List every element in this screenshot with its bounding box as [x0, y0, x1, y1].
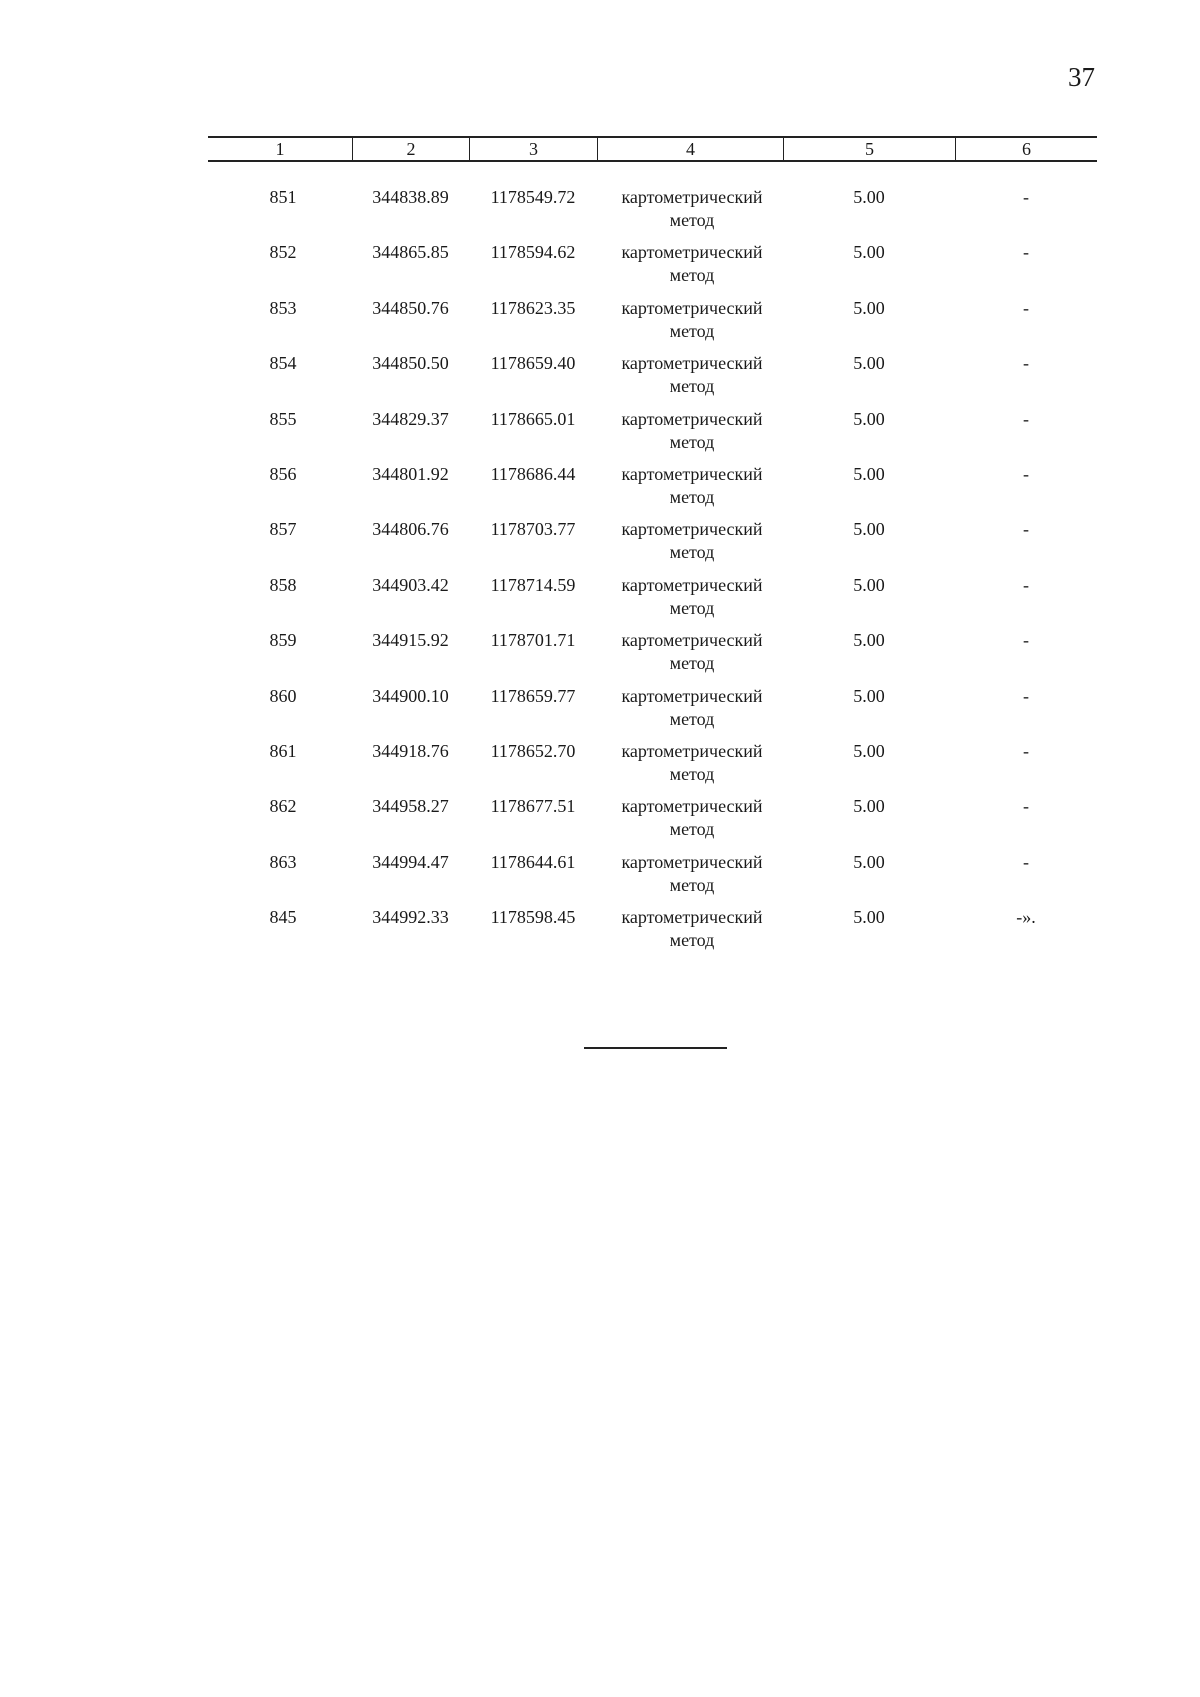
- coordinate-x: 344992.33: [372, 907, 449, 928]
- coordinate-x: 344903.42: [372, 574, 449, 595]
- table-row: [208, 352, 1097, 407]
- note-cell: -: [1023, 297, 1029, 318]
- method-text-line-2: метод: [669, 819, 715, 840]
- note-cell: -: [1023, 685, 1029, 706]
- coordinate-x: 344850.76: [372, 297, 449, 318]
- table-body: [208, 186, 1097, 961]
- method-text-line-1: картометрический: [621, 630, 763, 651]
- note-cell: -».: [1016, 907, 1036, 928]
- table-row: [208, 851, 1097, 906]
- point-number: 845: [269, 907, 297, 928]
- method-text-line-2: метод: [669, 763, 715, 784]
- table-row: [208, 629, 1097, 684]
- method-text-line-1: картометрический: [621, 242, 763, 263]
- point-number: 856: [269, 463, 297, 484]
- coordinate-y: 1178703.77: [490, 519, 576, 540]
- method-text-line-2: метод: [669, 320, 715, 341]
- point-number: 852: [269, 242, 297, 263]
- coordinate-y: 1178677.51: [490, 796, 576, 817]
- accuracy-value: 5.00: [853, 630, 885, 651]
- coordinate-y: 1178549.72: [490, 187, 576, 207]
- accuracy-value: 5.00: [853, 851, 885, 872]
- point-number: 855: [269, 408, 297, 429]
- point-number: 858: [269, 574, 297, 595]
- point-number: 857: [269, 519, 297, 540]
- column-header-2: 2: [352, 138, 469, 160]
- method-text-line-2: метод: [669, 653, 715, 674]
- coordinate-x: 344850.50: [372, 353, 449, 374]
- method-text-line-2: метод: [669, 431, 715, 452]
- note-cell: -: [1023, 574, 1029, 595]
- table-row: [208, 795, 1097, 850]
- method-text-line-2: метод: [669, 708, 715, 729]
- point-number: 859: [269, 630, 297, 651]
- table-row: [208, 186, 1097, 241]
- point-number: 862: [269, 796, 297, 817]
- method-text-line-1: картометрический: [621, 463, 763, 484]
- note-cell: -: [1023, 408, 1029, 429]
- page-number: 37: [1068, 62, 1095, 92]
- point-number: 851: [269, 187, 297, 207]
- note-cell: -: [1023, 740, 1029, 761]
- method-cell: [597, 629, 783, 684]
- method-text-line-1: картометрический: [621, 353, 763, 374]
- method-cell: [597, 186, 783, 241]
- note-cell: -: [1023, 187, 1029, 207]
- coordinate-x: 344918.76: [372, 740, 449, 761]
- table-row: [208, 408, 1097, 463]
- accuracy-value: 5.00: [853, 353, 885, 374]
- column-header-6: 6: [955, 138, 1097, 160]
- coordinate-x: 344900.10: [372, 685, 449, 706]
- table-row: [208, 297, 1097, 352]
- method-text-line-1: картометрический: [621, 796, 763, 817]
- note-cell: -: [1023, 353, 1029, 374]
- coordinate-x: 344829.37: [372, 408, 449, 429]
- method-text-line-1: картометрический: [621, 574, 763, 595]
- point-number: 853: [269, 297, 297, 318]
- method-text-line-1: картометрический: [621, 408, 763, 429]
- coordinate-y: 1178623.35: [490, 297, 576, 318]
- table-row: [208, 574, 1097, 629]
- method-cell: [597, 574, 783, 629]
- method-text-line-1: картометрический: [621, 297, 763, 318]
- method-cell: [597, 297, 783, 352]
- table-row: [208, 463, 1097, 518]
- table-row: [208, 685, 1097, 740]
- method-text-line-2: метод: [669, 376, 715, 397]
- method-cell: [597, 352, 783, 407]
- column-header-5: 5: [783, 138, 955, 160]
- method-text-line-2: метод: [669, 486, 715, 507]
- column-header-1: 1: [275, 139, 285, 159]
- table-row: [208, 740, 1097, 795]
- note-cell: -: [1023, 851, 1029, 872]
- accuracy-value: 5.00: [853, 242, 885, 263]
- method-text-line-1: картометрический: [621, 740, 763, 761]
- table-row: [208, 518, 1097, 573]
- coordinate-x: 344915.92: [372, 630, 449, 651]
- table-row: [208, 241, 1097, 296]
- end-rule: [584, 1047, 727, 1049]
- table-row: [208, 906, 1097, 961]
- accuracy-value: 5.00: [853, 574, 885, 595]
- accuracy-value: 5.00: [853, 740, 885, 761]
- method-text-line-2: метод: [669, 542, 715, 563]
- method-cell: [597, 241, 783, 296]
- coordinate-y: 1178598.45: [490, 907, 576, 928]
- method-cell: [597, 906, 783, 961]
- coordinate-x: 344801.92: [372, 463, 449, 484]
- method-text-line-2: метод: [669, 210, 715, 230]
- method-cell: [597, 408, 783, 463]
- coordinate-x: 344838.89: [372, 187, 449, 207]
- accuracy-value: 5.00: [853, 408, 885, 429]
- column-header-4: 4: [597, 138, 783, 160]
- accuracy-value: 5.00: [853, 796, 885, 817]
- method-cell: [597, 851, 783, 906]
- point-number: 854: [269, 353, 297, 374]
- accuracy-value: 5.00: [853, 519, 885, 540]
- method-text-line-2: метод: [669, 930, 715, 951]
- accuracy-value: 5.00: [853, 187, 885, 207]
- method-cell: [597, 685, 783, 740]
- method-text-line-1: картометрический: [621, 907, 763, 928]
- coordinate-y: 1178665.01: [490, 408, 576, 429]
- method-text-line-1: картометрический: [621, 519, 763, 540]
- note-cell: -: [1023, 463, 1029, 484]
- method-cell: [597, 740, 783, 795]
- method-cell: [597, 795, 783, 850]
- coordinate-y: 1178594.62: [490, 242, 576, 263]
- coordinate-y: 1178701.71: [490, 630, 576, 651]
- coordinate-x: 344806.76: [372, 519, 449, 540]
- note-cell: -: [1023, 796, 1029, 817]
- note-cell: -: [1023, 519, 1029, 540]
- coordinate-y: 1178659.40: [490, 353, 576, 374]
- method-cell: [597, 463, 783, 518]
- accuracy-value: 5.00: [853, 685, 885, 706]
- note-cell: -: [1023, 242, 1029, 263]
- coordinate-y: 1178714.59: [490, 574, 576, 595]
- method-text-line-2: метод: [669, 265, 715, 286]
- coordinate-x: 344994.47: [372, 851, 449, 872]
- method-text-line-1: картометрический: [621, 685, 763, 706]
- table-header: [208, 136, 1097, 162]
- coordinate-y: 1178686.44: [490, 463, 576, 484]
- coordinate-y: 1178644.61: [490, 851, 576, 872]
- accuracy-value: 5.00: [853, 297, 885, 318]
- point-number: 863: [269, 851, 297, 872]
- method-text-line-1: картометрический: [621, 187, 763, 207]
- point-number: 861: [269, 740, 297, 761]
- accuracy-value: 5.00: [853, 907, 885, 928]
- coordinate-x: 344865.85: [372, 242, 449, 263]
- coordinate-y: 1178652.70: [490, 740, 576, 761]
- method-text-line-2: метод: [669, 597, 715, 618]
- accuracy-value: 5.00: [853, 463, 885, 484]
- method-cell: [597, 518, 783, 573]
- column-header-3: 3: [469, 138, 597, 160]
- coordinate-y: 1178659.77: [490, 685, 576, 706]
- coordinate-x: 344958.27: [372, 796, 449, 817]
- method-text-line-2: метод: [669, 874, 715, 895]
- note-cell: -: [1023, 630, 1029, 651]
- method-text-line-1: картометрический: [621, 851, 763, 872]
- point-number: 860: [269, 685, 297, 706]
